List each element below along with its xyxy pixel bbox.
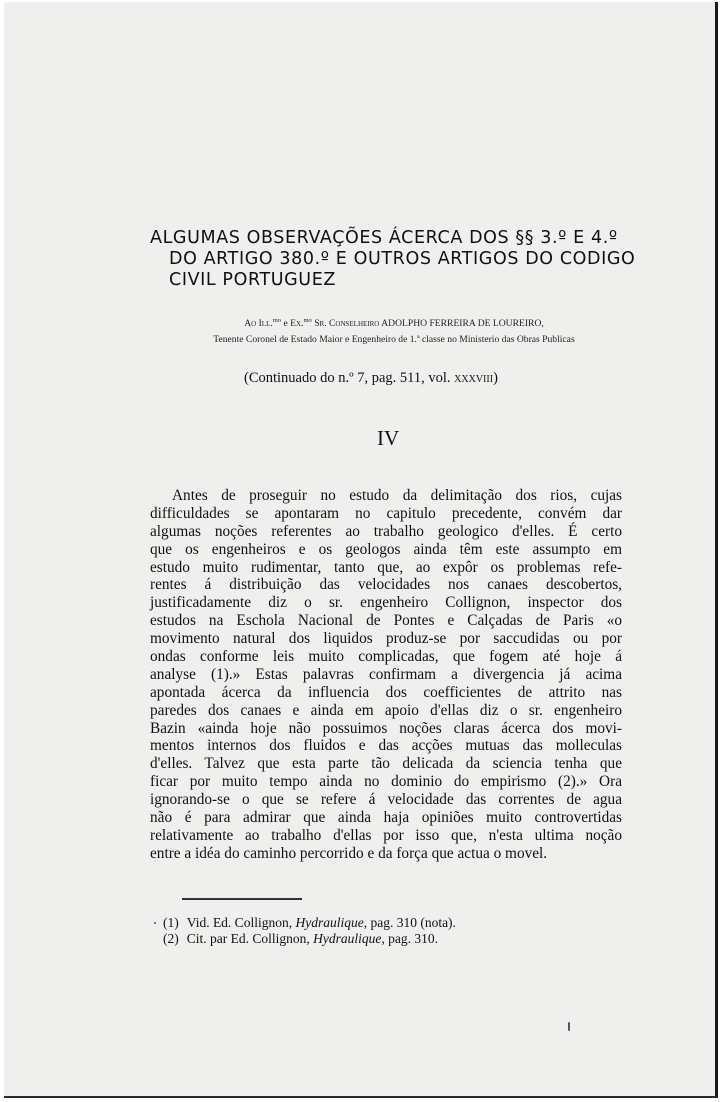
dedication-line-2: Tenente Coronel de Estado Maior e Engenheiro de 1.ª classe no Ministerio das Obras Publicas [213,334,575,345]
honoree-name: ADOLPHO FERREIRA DE LOUREIRO, [381,318,544,329]
dedication-line-1: Ao Ill.$^{mo}$ e Ex.$^{mo}$ Sr. Conselheiro ADOLPHO FERREIRA DE LOUREIRO, [244,316,544,329]
body-line: algumas noções referentes ao trabalho geologico d'elles. É certo [150,522,622,540]
body-line: ondas conforme leis muito complicadas, que fogem até hoje á [150,648,622,666]
footnote-2: (2) Cit. par Ed. Collignon, Hydraulique, pag. 310. [163,931,438,946]
body-line: ficar por muito tempo ainda no dominio do empirismo (2).» Ora [150,773,622,791]
continuation-note: (Continuado do n.º 7, pag. 511, vol. xxxviii) [244,370,498,386]
article-title [150,228,670,291]
body-line: estudo muito rudimentar, tanto que, ao expôr os problemas refe- [150,558,622,576]
title-line-1: ALGUMAS OBSERVAÇÕES ÁCERCA DOS §§ 3.º E 4.º [150,228,618,248]
body-line: mentos internos dos fluidos e das acções mutuas das molleculas [150,737,622,755]
footnotes [163,915,583,947]
body-line: estudos na Eschola Nacional de Pontes e Calçadas de Paris «o [150,612,622,630]
body-line: analyse (1).» Estas palavras confirmam a divergencia já acima [150,665,622,683]
body-line: Bazin «ainda hoje não possuimos noções claras ácerca dos movi- [150,719,622,737]
section-numeral: IV [377,426,400,450]
body-line: rentes á distribuição das velocidades nos canaes descobertos, [150,576,622,594]
document-page [4,2,718,1098]
body-line: que os engenheiros e os geologos ainda têm este assumpto em [150,540,622,558]
body-line: não é para admirar que ainda haja opiniões muito controvertidas [150,809,622,827]
body-line: paredes dos canaes e ainda em apoio d'ellas diz o sr. engenheiro [150,701,622,719]
body-line: apontada ácerca da influencia dos coefficientes de attrito nas [150,683,622,701]
body-paragraph [150,487,622,863]
body-line: d'elles. Talvez que esta parte tão delicada da sciencia tenha que [150,755,622,773]
body-line: difficuldades se apontaram no capitulo precedente, convém dar [150,504,622,522]
body-line: ignorando-se o que se refere á velocidade das correntes de agua [150,791,622,809]
title-line-2: DO ARTIGO 380.º E OUTROS ARTIGOS DO CODIGO [169,249,636,269]
title-line-3: CIVIL PORTUGUEZ [169,270,336,290]
body-line: Antes de proseguir no estudo da delimitação dos rios, cujas [172,487,622,504]
body-line: movimento natural dos liquidos produz-se por saccudidas ou por [150,630,622,648]
footnote-1: (1) Vid. Ed. Collignon, Hydraulique, pag. 310 (nota). [163,915,456,930]
paper-speck [568,1022,570,1031]
paper-speck [154,922,156,924]
body-line: relativamente ao trabalho d'ellas por isso que, n'esta ultima noção [150,826,622,844]
footnote-divider [182,898,302,900]
body-line: entre a idéa do caminho percorrido e da força que actua o movel. [150,844,548,862]
body-line: justificadamente diz o sr. engenheiro Collignon, inspector dos [150,594,622,612]
dedication [134,316,654,348]
